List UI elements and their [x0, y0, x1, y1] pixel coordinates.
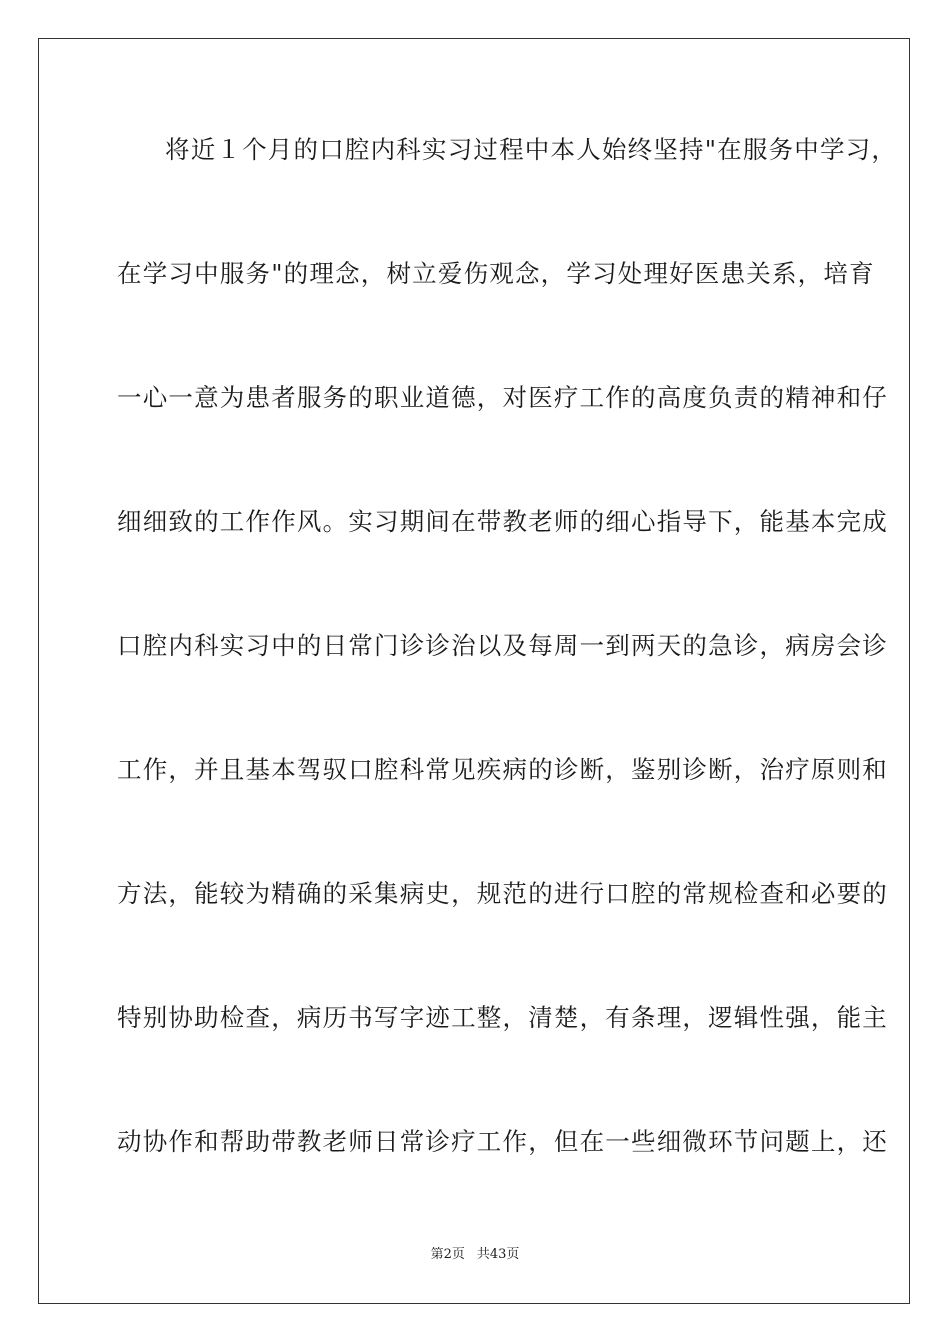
paragraph-line: 工作，并且基本驾驭口腔科常见疾病的诊断，鉴别诊断，治疗原则和: [117, 755, 888, 784]
paragraph-line: 将近１个月的口腔内科实习过程中本人始终坚持"在服务中学习，: [165, 135, 898, 164]
paragraph-line: 一心一意为患者服务的职业道德，对医疗工作的高度负责的精神和仔: [117, 383, 888, 412]
paragraph-line: 口腔内科实习中的日常门诊诊治以及每周一到两天的急诊，病房会诊: [117, 631, 888, 660]
page-footer: [0, 1246, 950, 1264]
paragraph-line: 细细致的工作作风。实习期间在带教老师的细心指导下，能基本完成: [117, 507, 888, 536]
paragraph-line: 特别协助检查，病历书写字迹工整，清楚，有条理，逻辑性强，能主: [117, 1003, 888, 1032]
page-number: 第2页: [430, 1247, 465, 1262]
page-border: [38, 38, 910, 1304]
paragraph-line: 方法，能较为精确的采集病史，规范的进行口腔的常规检查和必要的: [117, 879, 888, 908]
paragraph-line: 动协作和帮助带教老师日常诊疗工作，但在一些细微环节问题上，还: [117, 1127, 888, 1156]
page-total: 共43页: [476, 1247, 520, 1262]
paragraph-line: 在学习中服务"的理念，树立爱伤观念，学习处理好医患关系，培育: [117, 259, 875, 288]
